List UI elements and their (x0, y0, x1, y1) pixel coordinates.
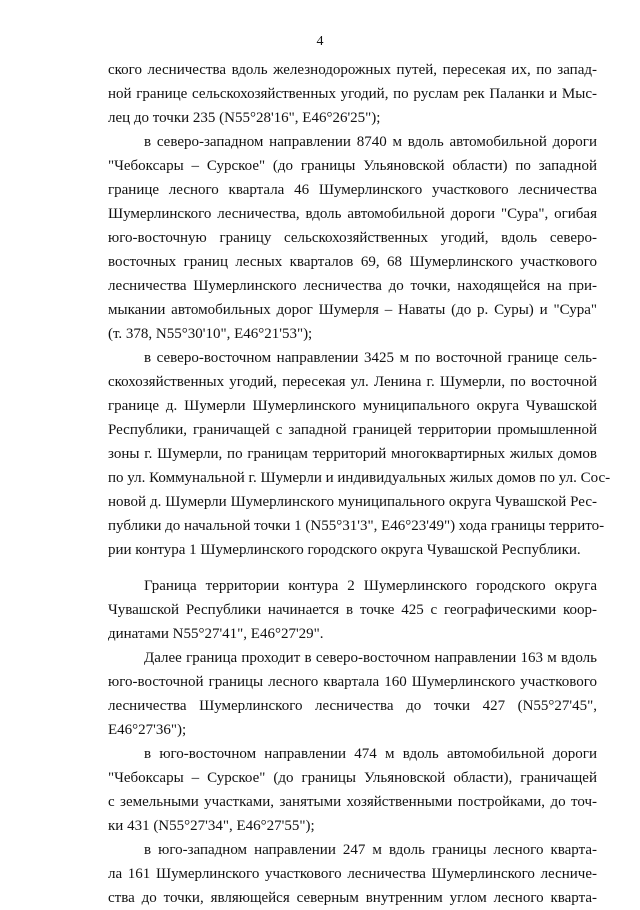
text-line: ной границе сельскохозяйственных угодий, по руслам рек Паланки и Мыс- (108, 86, 597, 102)
text-line: зоны г. Шумерли, по границам территорий многоквартирных жилых домов (108, 446, 597, 462)
text-line: границе д. Шумерли Шумерлинского муниципального округа Чувашской (108, 398, 597, 414)
text-line: новой д. Шумерли Шумерлинского муниципального округа Чувашской Рес- (108, 494, 597, 510)
text-line: юго-восточную границу сельскохозяйственных угодий, вдоль северо- (108, 230, 597, 246)
text-line: восточных границ лесных кварталов 69, 68 Шумерлинского участкового (108, 254, 597, 270)
text-line: в юго-западном направлении 247 м вдоль границы лесного кварта- (144, 842, 597, 858)
text-line: ского лесничества вдоль железнодорожных путей, пересекая их, по запад- (108, 62, 597, 78)
document-body (108, 58, 611, 910)
text-line: ла 161 Шумерлинского участкового лесничества Шумерлинского лесниче- (108, 866, 597, 882)
text-line: мыкании автомобильных дорог Шумерля – Наваты (до р. Суры) и "Сура" (108, 302, 597, 318)
text-line: динатами N55°27'41", E46°27'29". (108, 626, 324, 642)
text-line: E46°27'36"); (108, 722, 187, 738)
paragraph-gap (108, 562, 597, 574)
text-line: лесничества Шумерлинского лесничества до точки, находящейся на при- (108, 278, 597, 294)
text-line: лесничества Шумерлинского лесничества до точки 427 (N55°27'45", (108, 698, 597, 714)
text-line: ки 431 (N55°27'34", E46°27'55"); (108, 818, 315, 834)
text-line: в северо-западном направлении 8740 м вдоль автомобильной дороги (144, 134, 597, 150)
text-line: границе лесного квартала 46 Шумерлинского участкового лесничества (108, 182, 597, 198)
text-line: Шумерлинского лесничества, вдоль автомобильной дороги "Сура", огибая (108, 206, 597, 222)
text-line: ства до точки, являющейся северным внутренним углом лесного кварта- (108, 890, 597, 906)
page-number: 4 (316, 34, 324, 49)
text-line: в юго-восточном направлении 474 м вдоль автомобильной дороги (144, 746, 597, 762)
text-line: Чувашской Республики начинается в точке 425 с географическими коор- (108, 602, 597, 618)
text-line: лец до точки 235 (N55°28'16", E46°26'25"); (108, 110, 381, 126)
text-line: Граница территории контура 2 Шумерлинского городского округа (144, 578, 597, 594)
text-line: "Чебоксары – Сурское" (до границы Ульяновской области), граничащей (108, 770, 597, 786)
text-line: по ул. Коммунальной г. Шумерли и индивидуальных жилых домов по ул. Сос- (108, 470, 611, 486)
text-line: Республики, граничащей с западной границей территории промышленной (108, 422, 597, 438)
text-line: с земельными участками, занятыми хозяйственными постройками, до точ- (108, 794, 597, 810)
text-line: (т. 378, N55°30'10", E46°21'53"); (108, 326, 313, 342)
text-line: скохозяйственных угодий, пересекая ул. Ленина г. Шумерли, по восточной (108, 374, 597, 390)
text-line: в северо-восточном направлении 3425 м по восточной границе сель- (144, 350, 597, 366)
text-line: Далее граница проходит в северо-восточном направлении 163 м вдоль (144, 650, 597, 666)
text-line: рии контура 1 Шумерлинского городского округа Чувашской Республики. (108, 542, 581, 558)
text-line: публики до начальной точки 1 (N55°31'3", E46°23'49") хода границы террито- (108, 518, 605, 534)
text-line: "Чебоксары – Сурское" (до границы Ульяновской области) по западной (108, 158, 597, 174)
text-line: юго-восточной границы лесного квартала 160 Шумерлинского участкового (108, 674, 597, 690)
